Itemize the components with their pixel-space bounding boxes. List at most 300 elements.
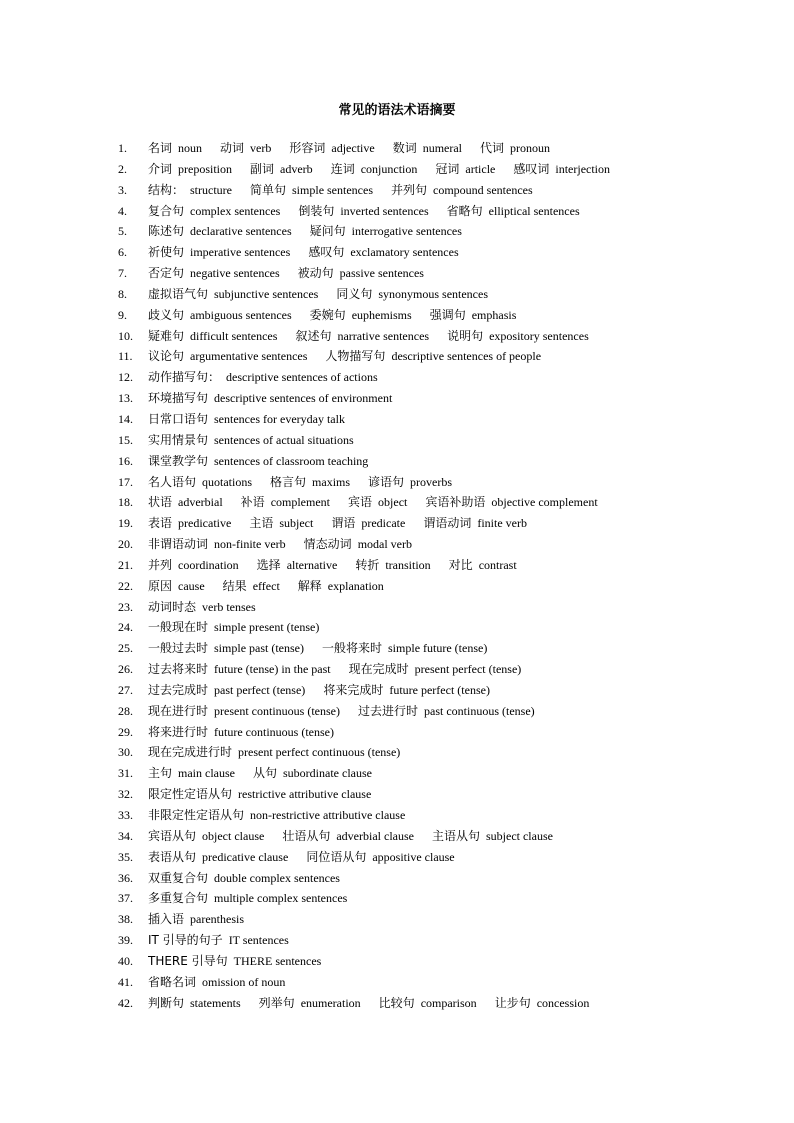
term-pair bbox=[379, 993, 477, 1014]
item-terms bbox=[148, 305, 778, 326]
term-pair bbox=[148, 680, 305, 701]
item-terms bbox=[148, 263, 778, 284]
item-terms bbox=[148, 492, 778, 513]
item-terms bbox=[148, 868, 778, 889]
item-number: 38. bbox=[118, 912, 133, 927]
term-pair bbox=[249, 513, 313, 534]
term-chinese: 表语 bbox=[148, 516, 173, 531]
term-chinese: 状语 bbox=[148, 495, 173, 510]
item-number: 14. bbox=[118, 411, 133, 426]
term-pair bbox=[432, 826, 553, 847]
term-english: simple future (tense) bbox=[388, 641, 488, 656]
term-pair bbox=[310, 221, 462, 242]
term-pair bbox=[148, 638, 304, 659]
item-terms bbox=[148, 993, 778, 1014]
term-english: sentences for everyday talk bbox=[214, 411, 345, 426]
term-english: emphasis bbox=[471, 307, 517, 322]
term-english: past perfect (tense) bbox=[214, 682, 306, 697]
term-pair bbox=[148, 138, 202, 159]
term-english: explanation bbox=[327, 578, 384, 593]
term-chinese: 虚拟语气句 bbox=[148, 286, 209, 301]
term-chinese: 格言句 bbox=[270, 474, 307, 489]
term-chinese: 一般过去时 bbox=[148, 641, 209, 656]
list-item bbox=[118, 513, 778, 534]
item-terms bbox=[148, 242, 778, 263]
item-number: 6. bbox=[118, 245, 127, 260]
term-pair bbox=[148, 576, 205, 597]
list-item bbox=[118, 763, 778, 784]
item-terms bbox=[148, 680, 778, 701]
item-number: 29. bbox=[118, 724, 133, 739]
item-terms bbox=[148, 826, 778, 847]
list-item bbox=[118, 346, 778, 367]
term-english: difficult sentences bbox=[190, 328, 278, 343]
term-pair bbox=[250, 159, 313, 180]
term-english: IT sentences bbox=[228, 933, 289, 948]
list-item bbox=[118, 555, 778, 576]
term-english: adverbial bbox=[178, 495, 223, 510]
term-chinese: 人物描写句 bbox=[325, 349, 386, 364]
term-chinese: 宾语从句 bbox=[148, 828, 197, 843]
list-item bbox=[118, 326, 778, 347]
list-item bbox=[118, 805, 778, 826]
term-pair bbox=[148, 346, 307, 367]
term-pair bbox=[423, 513, 527, 534]
term-english: finite verb bbox=[477, 516, 527, 531]
term-pair bbox=[148, 555, 239, 576]
term-chinese: 倒装句 bbox=[298, 203, 335, 218]
term-chinese: 代词 bbox=[480, 141, 505, 155]
term-chinese: 主语从句 bbox=[431, 828, 480, 843]
term-pair bbox=[148, 326, 277, 347]
term-english: preposition bbox=[178, 161, 233, 176]
term-chinese: 结构： bbox=[148, 182, 185, 197]
list-item bbox=[118, 868, 778, 889]
item-number: 9. bbox=[118, 307, 127, 322]
item-terms bbox=[148, 451, 778, 472]
term-english: comparison bbox=[420, 995, 477, 1010]
item-number: 28. bbox=[118, 703, 133, 718]
term-english: predicate bbox=[361, 516, 406, 531]
term-pair bbox=[148, 263, 280, 284]
term-pair bbox=[148, 659, 331, 680]
term-chinese: 副词 bbox=[250, 161, 275, 176]
term-chinese: 补语 bbox=[240, 495, 265, 510]
item-number: 40. bbox=[118, 953, 133, 968]
term-english: predicative clause bbox=[202, 849, 289, 864]
term-pair bbox=[148, 826, 264, 847]
term-pair bbox=[148, 513, 231, 534]
term-chinese: 将来进行时 bbox=[148, 724, 209, 739]
term-english: restrictive attributive clause bbox=[238, 787, 372, 802]
item-number: 36. bbox=[118, 870, 133, 885]
term-chinese: 将来完成时 bbox=[323, 682, 384, 697]
term-chinese: 主语 bbox=[249, 516, 274, 531]
term-english: statements bbox=[190, 995, 241, 1010]
term-pair bbox=[148, 388, 392, 409]
term-chinese: 名人语句 bbox=[148, 474, 197, 489]
term-pair bbox=[391, 180, 533, 201]
list-item bbox=[118, 847, 778, 868]
term-pair bbox=[435, 159, 495, 180]
term-pair bbox=[289, 138, 374, 159]
list-item bbox=[118, 242, 778, 263]
term-pair bbox=[148, 430, 354, 451]
term-chinese: 形容词 bbox=[289, 141, 326, 155]
term-chinese: 简单句 bbox=[250, 182, 287, 197]
list-item bbox=[118, 409, 778, 430]
item-number: 10. bbox=[118, 328, 133, 343]
term-chinese: 原因 bbox=[148, 578, 173, 593]
term-english: appositive clause bbox=[372, 849, 455, 864]
term-english: exclamatory sentences bbox=[350, 245, 459, 260]
list-item bbox=[118, 201, 778, 222]
term-english: noun bbox=[178, 141, 203, 155]
term-pair bbox=[148, 722, 334, 743]
term-pair bbox=[241, 492, 330, 513]
term-chinese: 被动句 bbox=[297, 266, 334, 281]
item-number: 39. bbox=[118, 933, 133, 948]
item-number: 32. bbox=[118, 787, 133, 802]
term-chinese: 双重复合句 bbox=[148, 870, 209, 885]
term-list bbox=[118, 138, 778, 1013]
item-terms bbox=[148, 638, 778, 659]
term-english: non-restrictive attributive clause bbox=[250, 808, 406, 822]
term-chinese: 判断句 bbox=[148, 995, 185, 1010]
item-number: 23. bbox=[118, 599, 133, 614]
term-english: future (tense) in the past bbox=[214, 662, 331, 677]
term-chinese: 动词时态 bbox=[148, 599, 197, 614]
term-pair bbox=[447, 201, 580, 222]
term-chinese: IT 引导的句子 bbox=[148, 933, 223, 948]
term-english: adverb bbox=[280, 161, 313, 176]
term-english: object clause bbox=[202, 828, 265, 843]
term-english: verb tenses bbox=[202, 599, 256, 614]
term-english: contrast bbox=[478, 557, 517, 572]
term-english: verb bbox=[250, 141, 272, 155]
term-chinese: 日常口语句 bbox=[148, 411, 209, 426]
item-terms bbox=[148, 346, 778, 367]
term-pair bbox=[270, 472, 350, 493]
term-pair bbox=[148, 888, 347, 909]
term-chinese: THERE 引导句 bbox=[148, 953, 228, 968]
term-english: ambiguous sentences bbox=[190, 307, 292, 322]
term-chinese: 非谓语动词 bbox=[148, 537, 209, 552]
term-pair bbox=[148, 472, 252, 493]
term-chinese: 现在进行时 bbox=[148, 703, 209, 718]
term-chinese: 插入语 bbox=[148, 912, 185, 927]
term-chinese: 复合句 bbox=[148, 203, 185, 218]
term-chinese: 祈使句 bbox=[148, 245, 185, 260]
item-terms bbox=[148, 888, 778, 909]
item-terms bbox=[148, 159, 778, 180]
list-item bbox=[118, 638, 778, 659]
item-number: 42. bbox=[118, 995, 133, 1010]
item-terms bbox=[148, 847, 778, 868]
term-english: present perfect continuous (tense) bbox=[238, 745, 401, 760]
term-english: object bbox=[378, 495, 408, 510]
term-chinese: 主句 bbox=[148, 766, 173, 781]
term-chinese: 谓语动词 bbox=[423, 516, 472, 531]
term-pair bbox=[425, 492, 597, 513]
item-terms bbox=[148, 763, 778, 784]
term-chinese: 感叹句 bbox=[308, 245, 345, 260]
term-english: future continuous (tense) bbox=[214, 724, 334, 739]
term-english: subordinate clause bbox=[283, 766, 372, 781]
item-terms bbox=[148, 805, 778, 826]
term-chinese: 情态动词 bbox=[303, 537, 352, 552]
list-item bbox=[118, 659, 778, 680]
term-chinese: 动作描写句： bbox=[148, 370, 221, 385]
item-terms bbox=[148, 576, 778, 597]
term-english: subjunctive sentences bbox=[214, 286, 319, 301]
item-terms bbox=[148, 534, 778, 555]
term-pair bbox=[513, 159, 610, 180]
item-number: 18. bbox=[118, 495, 133, 510]
item-terms bbox=[148, 701, 778, 722]
item-number: 31. bbox=[118, 766, 133, 781]
term-english: past continuous (tense) bbox=[424, 703, 535, 718]
term-english: pronoun bbox=[510, 141, 551, 155]
term-english: non-finite verb bbox=[214, 537, 286, 552]
term-english: simple sentences bbox=[292, 182, 373, 197]
term-chinese: 冠词 bbox=[435, 161, 460, 176]
term-english: subject clause bbox=[485, 828, 553, 843]
term-chinese: 过去将来时 bbox=[148, 662, 209, 677]
term-chinese: 强调句 bbox=[429, 307, 466, 322]
list-item bbox=[118, 534, 778, 555]
item-number: 19. bbox=[118, 516, 133, 531]
item-terms bbox=[148, 513, 778, 534]
item-terms bbox=[148, 555, 778, 576]
term-pair bbox=[257, 555, 338, 576]
term-pair bbox=[148, 972, 285, 993]
list-item bbox=[118, 492, 778, 513]
term-chinese: 同义句 bbox=[336, 286, 373, 301]
term-pair bbox=[148, 847, 288, 868]
term-pair bbox=[148, 742, 400, 763]
term-english: elliptical sentences bbox=[488, 203, 580, 218]
term-chinese: 名词 bbox=[148, 141, 173, 155]
term-english: multiple complex sentences bbox=[214, 891, 348, 906]
item-terms bbox=[148, 409, 778, 430]
list-item bbox=[118, 722, 778, 743]
term-pair bbox=[148, 763, 235, 784]
term-chinese: 动词 bbox=[220, 141, 245, 155]
term-chinese: 否定句 bbox=[148, 266, 185, 281]
term-chinese: 选择 bbox=[256, 557, 281, 572]
item-number: 12. bbox=[118, 370, 133, 385]
list-item bbox=[118, 826, 778, 847]
term-english: adjective bbox=[331, 141, 375, 155]
term-pair bbox=[148, 159, 232, 180]
item-terms bbox=[148, 326, 778, 347]
term-english: numeral bbox=[422, 141, 463, 155]
term-english: expository sentences bbox=[489, 328, 589, 343]
term-chinese: 同位语从句 bbox=[306, 849, 367, 864]
term-pair bbox=[148, 492, 223, 513]
term-english: inverted sentences bbox=[340, 203, 429, 218]
term-english: descriptive sentences of people bbox=[391, 349, 542, 364]
term-pair bbox=[336, 284, 488, 305]
term-pair bbox=[430, 305, 517, 326]
term-english: alternative bbox=[286, 557, 338, 572]
item-terms bbox=[148, 951, 778, 972]
list-item bbox=[118, 430, 778, 451]
term-chinese: 疑难句 bbox=[148, 328, 185, 343]
term-pair bbox=[148, 993, 241, 1014]
item-number: 8. bbox=[118, 286, 127, 301]
term-pair bbox=[298, 263, 424, 284]
term-english: simple past (tense) bbox=[214, 641, 304, 656]
term-pair bbox=[355, 555, 430, 576]
item-terms bbox=[148, 972, 778, 993]
item-terms bbox=[148, 472, 778, 493]
list-item bbox=[118, 138, 778, 159]
item-number: 7. bbox=[118, 266, 127, 281]
term-english: double complex sentences bbox=[214, 870, 340, 885]
term-pair bbox=[220, 138, 271, 159]
list-item bbox=[118, 159, 778, 180]
term-english: omission of noun bbox=[202, 974, 286, 989]
term-pair bbox=[148, 597, 256, 618]
term-english: concession bbox=[536, 995, 590, 1010]
term-english: declarative sentences bbox=[190, 224, 292, 239]
term-pair bbox=[148, 805, 405, 826]
list-item bbox=[118, 472, 778, 493]
term-chinese: 过去进行时 bbox=[357, 703, 418, 718]
item-number: 17. bbox=[118, 474, 133, 489]
item-terms bbox=[148, 909, 778, 930]
term-pair bbox=[148, 930, 289, 951]
item-number: 34. bbox=[118, 828, 133, 843]
item-terms bbox=[148, 201, 778, 222]
list-item bbox=[118, 451, 778, 472]
term-chinese: 比较句 bbox=[378, 995, 415, 1010]
term-chinese: 从句 bbox=[253, 766, 278, 781]
item-number: 11. bbox=[118, 349, 133, 364]
term-pair bbox=[393, 138, 462, 159]
list-item bbox=[118, 951, 778, 972]
term-pair bbox=[331, 159, 418, 180]
term-english: quotations bbox=[202, 474, 253, 489]
list-item bbox=[118, 221, 778, 242]
item-number: 24. bbox=[118, 620, 133, 635]
term-chinese: 实用情景句 bbox=[148, 432, 209, 447]
item-number: 20. bbox=[118, 537, 133, 552]
term-chinese: 连词 bbox=[330, 161, 355, 176]
term-english: complex sentences bbox=[190, 203, 281, 218]
item-terms bbox=[148, 221, 778, 242]
term-pair bbox=[368, 472, 452, 493]
term-pair bbox=[148, 201, 280, 222]
term-chinese: 省略句 bbox=[446, 203, 483, 218]
term-english: objective complement bbox=[491, 495, 598, 510]
term-pair bbox=[447, 326, 589, 347]
term-english: imperative sentences bbox=[190, 245, 291, 260]
term-english: present perfect (tense) bbox=[414, 662, 522, 677]
term-pair bbox=[148, 951, 321, 972]
term-pair bbox=[304, 534, 412, 555]
item-number: 3. bbox=[118, 182, 127, 197]
term-chinese: 议论句 bbox=[148, 349, 185, 364]
item-number: 5. bbox=[118, 224, 127, 239]
term-pair bbox=[349, 659, 522, 680]
term-pair bbox=[148, 701, 340, 722]
term-pair bbox=[148, 909, 244, 930]
term-chinese: 省略名词 bbox=[148, 974, 197, 989]
term-chinese: 疑问句 bbox=[309, 224, 346, 239]
term-chinese: 宾语补助语 bbox=[425, 495, 486, 510]
term-english: cause bbox=[178, 578, 205, 593]
term-english: descriptive sentences of environment bbox=[214, 391, 393, 406]
term-english: modal verb bbox=[357, 537, 413, 552]
item-terms bbox=[148, 930, 778, 951]
item-number: 2. bbox=[118, 161, 127, 176]
term-english: article bbox=[465, 161, 496, 176]
page-title: 常见的语法术语摘要 bbox=[338, 103, 456, 118]
term-pair bbox=[298, 576, 384, 597]
term-english: narrative sentences bbox=[337, 328, 430, 343]
term-pair bbox=[148, 284, 318, 305]
term-pair bbox=[250, 180, 373, 201]
term-pair bbox=[253, 763, 372, 784]
item-number: 1. bbox=[118, 141, 127, 155]
term-chinese: 陈述句 bbox=[148, 224, 185, 239]
item-number: 41. bbox=[118, 974, 133, 989]
item-number: 16. bbox=[118, 453, 133, 468]
term-english: negative sentences bbox=[190, 266, 280, 281]
list-item bbox=[118, 993, 778, 1014]
item-number: 13. bbox=[118, 391, 133, 406]
term-english: coordination bbox=[178, 557, 239, 572]
term-english: complement bbox=[270, 495, 331, 510]
list-item bbox=[118, 284, 778, 305]
term-pair bbox=[148, 180, 232, 201]
item-number: 27. bbox=[118, 682, 133, 697]
term-english: structure bbox=[190, 182, 232, 197]
list-item bbox=[118, 617, 778, 638]
term-chinese: 让步句 bbox=[494, 995, 531, 1010]
item-number: 35. bbox=[118, 849, 133, 864]
list-item bbox=[118, 930, 778, 951]
list-item bbox=[118, 742, 778, 763]
term-chinese: 一般现在时 bbox=[148, 620, 209, 635]
term-pair bbox=[148, 367, 378, 388]
term-chinese: 并列句 bbox=[391, 182, 428, 197]
item-number: 4. bbox=[118, 203, 127, 218]
term-pair bbox=[358, 701, 535, 722]
term-pair bbox=[348, 492, 407, 513]
item-terms bbox=[148, 742, 778, 763]
term-chinese: 谚语句 bbox=[368, 474, 405, 489]
item-number: 26. bbox=[118, 662, 133, 677]
term-pair bbox=[325, 346, 541, 367]
item-number: 22. bbox=[118, 578, 133, 593]
term-english: simple present (tense) bbox=[214, 620, 320, 635]
term-chinese: 对比 bbox=[448, 557, 473, 572]
item-number: 37. bbox=[118, 891, 133, 906]
term-english: sentences of actual situations bbox=[214, 432, 354, 447]
term-chinese: 解释 bbox=[297, 578, 322, 593]
term-pair bbox=[259, 993, 361, 1014]
term-chinese: 现在完成进行时 bbox=[148, 745, 233, 760]
list-item bbox=[118, 263, 778, 284]
item-terms bbox=[148, 722, 778, 743]
term-chinese: 壮语从句 bbox=[282, 828, 331, 843]
term-english: future perfect (tense) bbox=[389, 682, 490, 697]
item-number: 21. bbox=[118, 557, 133, 572]
